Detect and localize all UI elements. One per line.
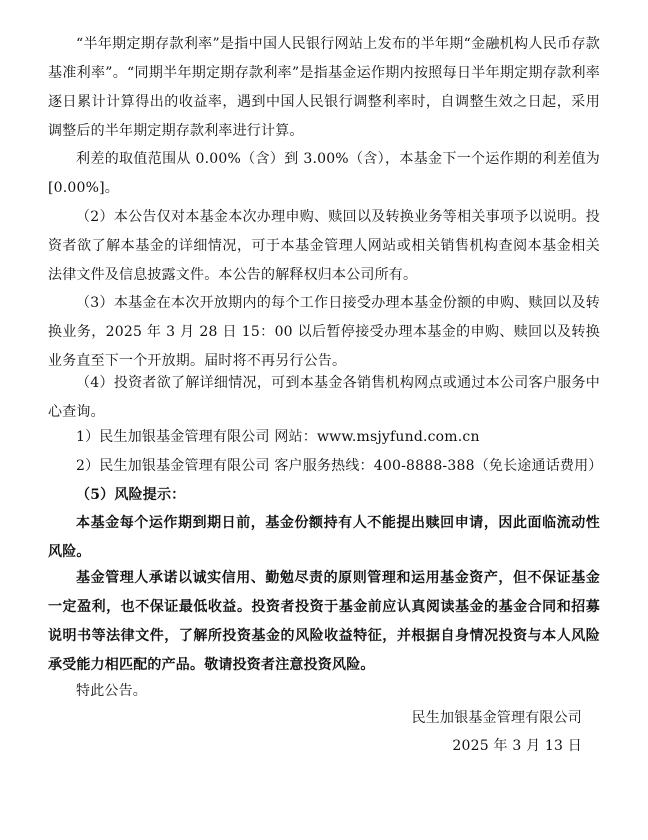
paragraph-spread-range: 利差的取值范围从 0.00%（含）到 3.00%（含），本基金下一个运作期的利差值为[0.00%]。	[48, 151, 600, 196]
signature-company: 民生加银基金管理有限公司	[411, 710, 582, 726]
paragraph-risk-disclaimer: 基金管理人承诺以诚实信用、勤勉尽责的原则管理和运用基金资产，但不保证基金一定盈利，也不保证最低收益。投资者投资于基金前应认真阅读基金的基金合同和招募说明书等法律文件，了解所投资基金的风险收益特征，并根据自身情况投资与本人风险承受能力相匹配的产品。敬请投资者注意投资风险。	[48, 570, 600, 673]
risk-heading: （5）风险提示：	[76, 487, 186, 503]
paragraph-website: 1）民生加银基金管理有限公司 网站：www.msjyfund.com.cn	[76, 429, 480, 445]
paragraph-note-4: （4）投资者欲了解详细情况，可到本基金各销售机构网点或通过本公司客户服务中心查询。	[48, 375, 600, 420]
paragraph-hotline: 2）民生加银基金管理有限公司 客户服务热线：400-8888-388（免长途通话费用）	[76, 458, 603, 474]
paragraph-closing: 特此公告。	[76, 683, 147, 699]
paragraph-note-2: （2）本公告仅对本基金本次办理申购、赎回以及转换业务等相关事项予以说明。投资者欲了解本基金的详细情况，可于本基金管理人网站或相关销售机构查阅本基金相关法律文件及信息披露文件。本公告的解释权归本公司所有。	[48, 209, 600, 283]
signature-date: 2025 年 3 月 13 日	[452, 738, 582, 754]
paragraph-note-3: （3）本基金在本次开放期内的每个工作日接受办理本基金份额的申购、赎回以及转换业务，2025 年 3 月 28 日 15：00 以后暂停接受办理本基金的申购、赎回以及转换业务直至下一个开放期。届时将不再另行公告。	[48, 295, 600, 369]
paragraph-rate-definition: “半年期定期存款利率”是指中国人民银行网站上发布的半年期“金融机构人民币存款基准利率”。“同期半年期定期存款利率”是指基金运作期内按照每日半年期定期存款利率逐日累计计算得出的收益率，遇到中国人民银行调整利率时，自调整生效之日起，采用调整后的半年期定期存款利率进行计算。	[48, 36, 600, 139]
paragraph-liquidity-risk: 本基金每个运作期到期日前，基金份额持有人不能提出赎回申请，因此面临流动性风险。	[48, 515, 600, 560]
